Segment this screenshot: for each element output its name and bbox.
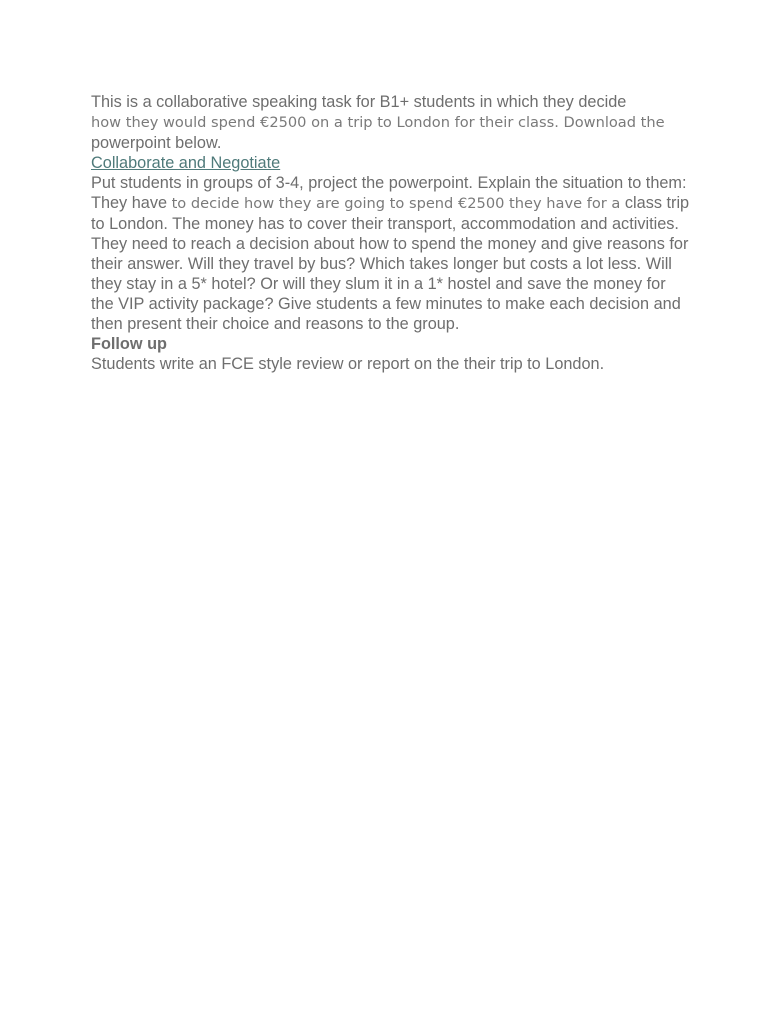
instructions-text-part-2: to decide how they are going to spend €2500 they have for a [171,195,621,212]
instructions-paragraph [91,173,691,334]
followup-paragraph: Students write an FCE style review or report on the their trip to London. [91,355,605,373]
intro-text-part-1: This is a collaborative speaking task for B1+ students in which they decide [91,93,627,111]
document-page [91,92,691,374]
instructions-text-part-1: Put students in groups of 3-4, project the powerpoint. Explain the situation to them: They have [91,174,687,212]
followup-heading: Follow up [91,335,167,353]
intro-paragraph [91,92,691,153]
intro-text-part-2: how they would spend €2500 on a trip to London for their class. Download the [91,114,665,131]
instructions-text-part-3: class trip to London. The money has to cover their transport, accommodation and activities. They need to reach a decision about how to spend the money and give reasons for their answer. Will they travel by bus? Which takes longer but costs a lot less. Will they stay in a 5* hotel? Or will they slum it in a 1* hostel and save the money for the VIP activity package? Give students a few minutes to make each decision and then present their choice and reasons to the group. [91,194,690,333]
link-paragraph [91,153,691,173]
download-link[interactable]: Collaborate and Negotiate [91,154,281,172]
intro-text-part-3: powerpoint below. [91,134,222,152]
